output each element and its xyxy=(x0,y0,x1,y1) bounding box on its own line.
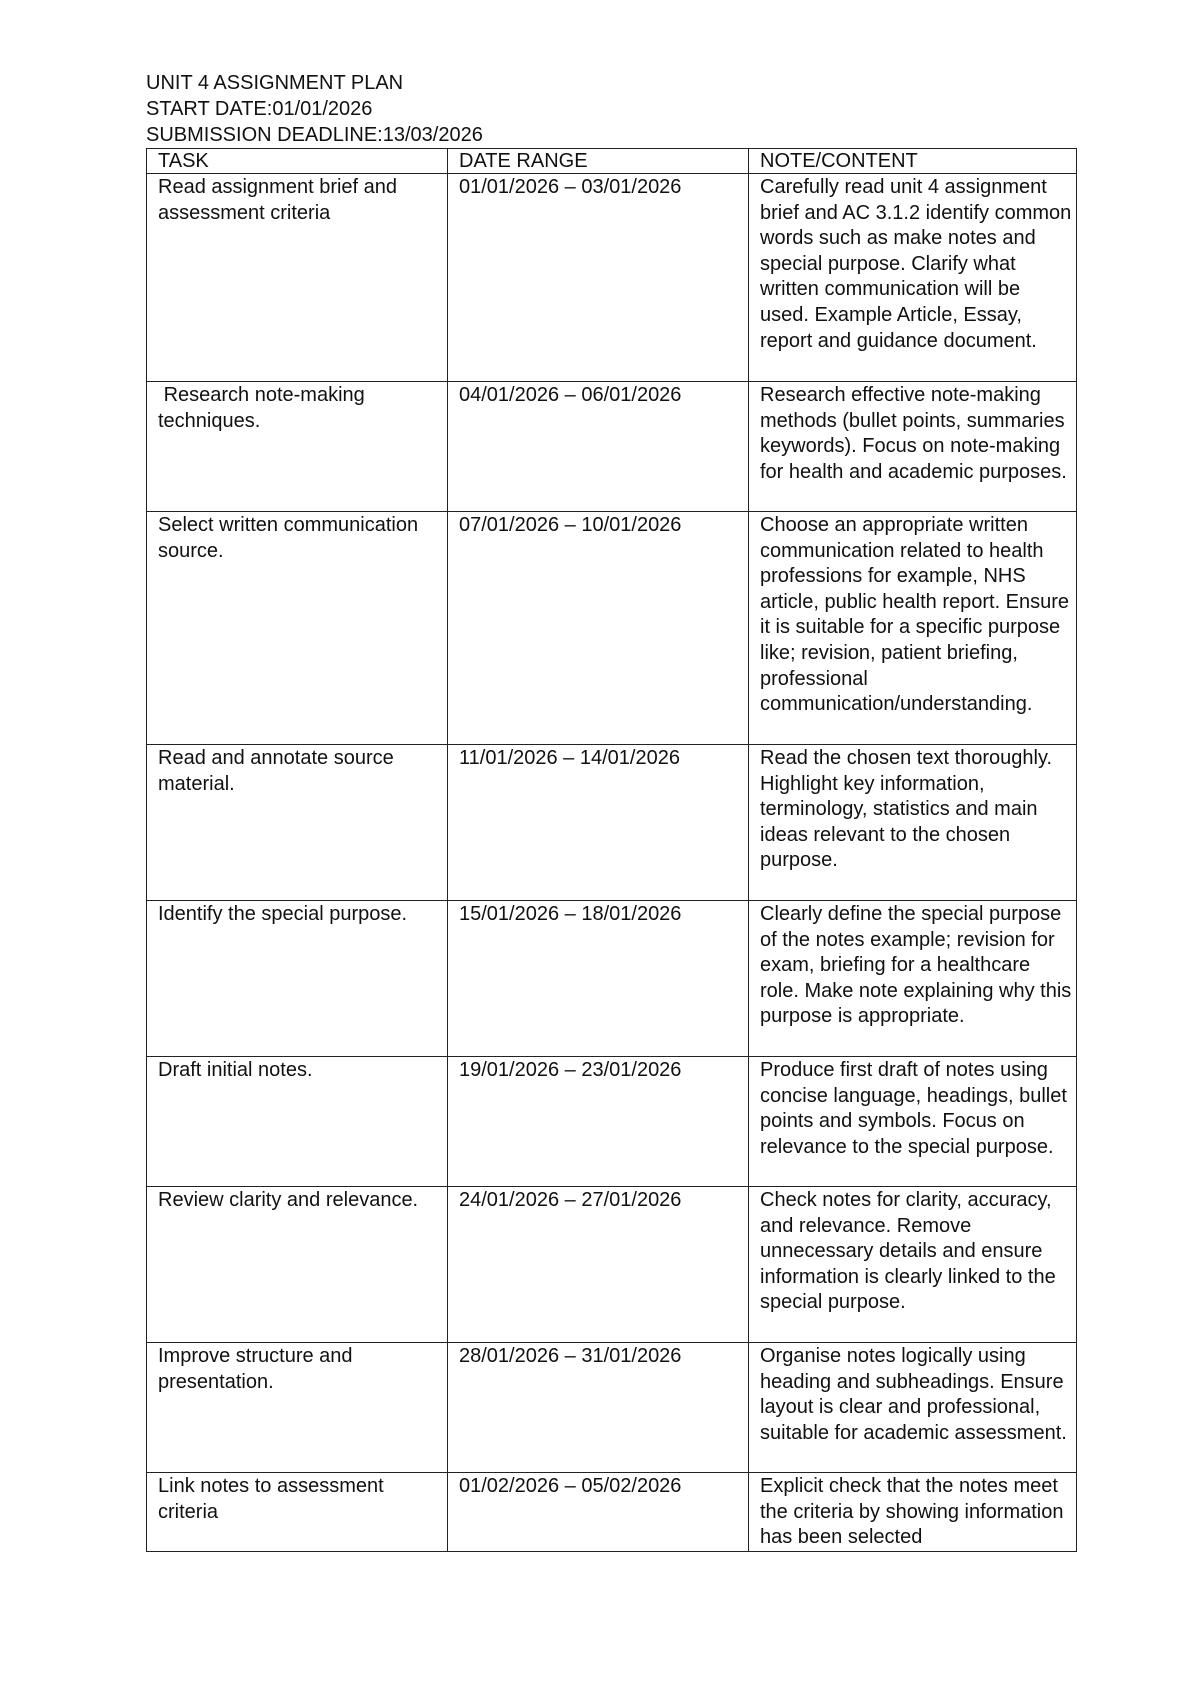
note-cell: Read the chosen text thoroughly. Highlight key information, terminology, statistics and main ideas relevant to the chosen purpose. xyxy=(749,745,1077,901)
task-cell: Read assignment brief and assessment criteria xyxy=(147,174,448,382)
task-cell: Link notes to assessment criteria xyxy=(147,1473,448,1552)
task-cell: Draft initial notes. xyxy=(147,1057,448,1187)
date-range-cell: 01/01/2026 – 03/01/2026 xyxy=(448,174,749,382)
table-row xyxy=(147,382,1077,512)
header-date-range: DATE RANGE xyxy=(448,149,749,174)
note-cell: Carefully read unit 4 assignment brief and AC 3.1.2 identify common words such as make notes and special purpose. Clarify what written communication will be used. Example Article, Essay, report and guidance document. xyxy=(749,174,1077,382)
table-row xyxy=(147,1187,1077,1343)
date-range-cell: 15/01/2026 – 18/01/2026 xyxy=(448,901,749,1057)
document-title: UNIT 4 ASSIGNMENT PLAN xyxy=(146,72,404,94)
table-row xyxy=(147,745,1077,901)
table-row xyxy=(147,512,1077,745)
date-range-cell: 07/01/2026 – 10/01/2026 xyxy=(448,512,749,745)
date-range-cell: 19/01/2026 – 23/01/2026 xyxy=(448,1057,749,1187)
date-range-cell: 04/01/2026 – 06/01/2026 xyxy=(448,382,749,512)
document-page xyxy=(146,70,1076,1552)
header-note-content: NOTE/CONTENT xyxy=(749,149,1077,174)
note-cell: Research effective note-making methods (bullet points, summaries keywords). Focus on note-making for health and academic purposes. xyxy=(749,382,1077,512)
note-cell: Produce first draft of notes using concise language, headings, bullet points and symbols. Focus on relevance to the special purpose. xyxy=(749,1057,1077,1187)
date-range-cell: 28/01/2026 – 31/01/2026 xyxy=(448,1343,749,1473)
task-cell: Identify the special purpose. xyxy=(147,901,448,1057)
table-row xyxy=(147,1473,1077,1552)
date-range-cell: 24/01/2026 – 27/01/2026 xyxy=(448,1187,749,1343)
note-cell: Organise notes logically using heading and subheadings. Ensure layout is clear and professional, suitable for academic assessment. xyxy=(749,1343,1077,1473)
header-task: TASK xyxy=(147,149,448,174)
note-cell: Clearly define the special purpose of the notes example; revision for exam, briefing for a healthcare role. Make note explaining why this purpose is appropriate. xyxy=(749,901,1077,1057)
table-row xyxy=(147,1057,1077,1187)
note-cell: Check notes for clarity, accuracy, and relevance. Remove unnecessary details and ensure information is clearly linked to the special purpose. xyxy=(749,1187,1077,1343)
assignment-plan-table xyxy=(146,148,1077,1552)
task-cell: Review clarity and relevance. xyxy=(147,1187,448,1343)
table-header-row xyxy=(147,149,1077,174)
date-range-cell: 01/02/2026 – 05/02/2026 xyxy=(448,1473,749,1552)
task-cell: Research note-making techniques. xyxy=(147,382,448,512)
task-cell: Select written communication source. xyxy=(147,512,448,745)
note-cell: Explicit check that the notes meet the criteria by showing information has been selected xyxy=(749,1473,1077,1552)
submission-deadline: SUBMISSION DEADLINE:13/03/2026 xyxy=(146,124,483,146)
start-date: START DATE:01/01/2026 xyxy=(146,98,373,120)
task-cell: Read and annotate source material. xyxy=(147,745,448,901)
note-cell: Choose an appropriate written communication related to health professions for example, NHS article, public health report. Ensure it is suitable for a specific purpose like; revision, patient briefing, professional communication/understanding. xyxy=(749,512,1077,745)
table-row xyxy=(147,174,1077,382)
date-range-cell: 11/01/2026 – 14/01/2026 xyxy=(448,745,749,901)
task-cell: Improve structure and presentation. xyxy=(147,1343,448,1473)
table-row xyxy=(147,1343,1077,1473)
table-row xyxy=(147,901,1077,1057)
